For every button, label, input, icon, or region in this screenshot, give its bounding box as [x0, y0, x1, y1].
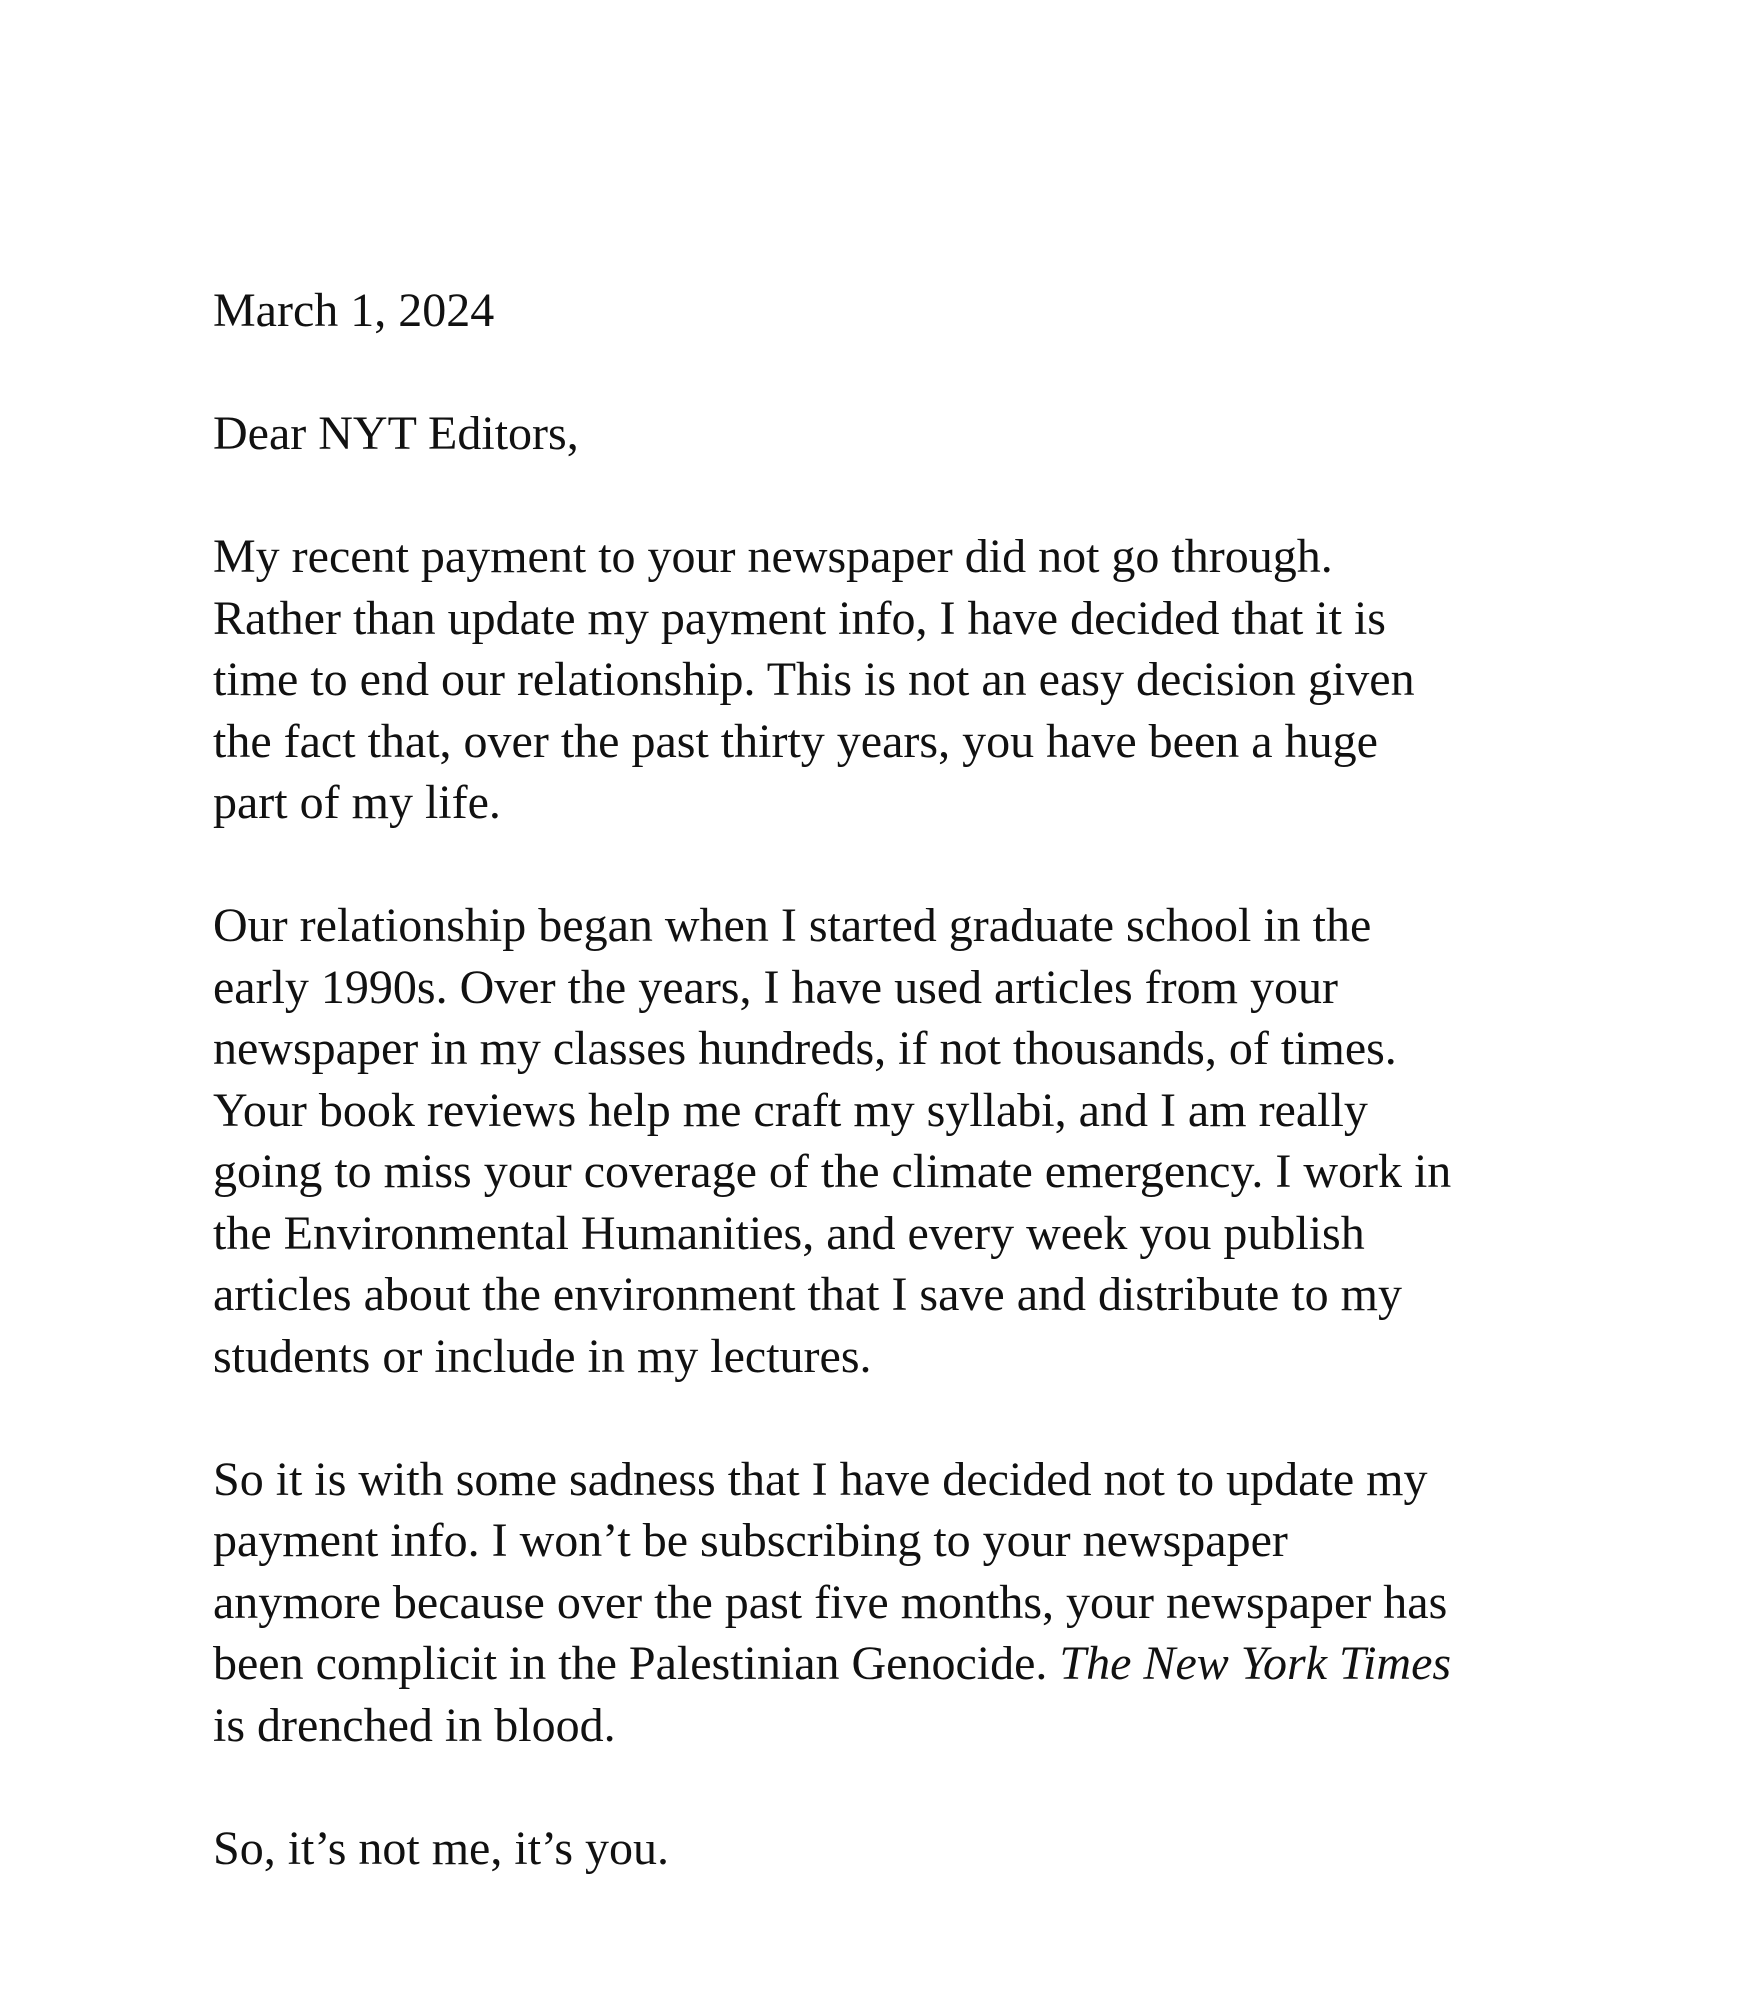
paragraph-1	[213, 526, 1633, 834]
paragraph-line: the fact that, over the past thirty years, you have been a huge	[213, 714, 1378, 768]
paragraph-2	[213, 895, 1633, 1387]
date-line: March 1, 2024	[213, 284, 495, 337]
paragraph-line: Your book reviews help me craft my syllabi, and I am really	[213, 1083, 1368, 1137]
salutation-line: Dear NYT Editors,	[213, 407, 579, 460]
letter-body	[213, 280, 1633, 1941]
paragraph-line: Rather than update my payment info, I have decided that it is	[213, 591, 1386, 645]
paragraph-line: early 1990s. Over the years, I have used articles from your	[213, 960, 1338, 1014]
paragraph-line: time to end our relationship. This is not an easy decision given	[213, 653, 1415, 706]
paragraph-line: going to miss your coverage of the climate emergency. I work in	[213, 1145, 1452, 1198]
paragraph-line: part of my life.	[213, 776, 501, 829]
newspaper-title: The New York Times	[1059, 1637, 1452, 1690]
paragraph-line: anymore because over the past five months, your newspaper has	[213, 1575, 1448, 1629]
paragraph-line: payment info. I won’t be subscribing to your newspaper	[213, 1514, 1288, 1567]
closing-line: So, it’s not me, it’s you.	[213, 1821, 670, 1875]
paragraph-line: Our relationship began when I started graduate school in the	[213, 899, 1372, 952]
paragraph-line	[213, 1633, 1633, 1695]
letter-closing	[213, 1818, 1633, 1880]
paragraph-text: been complicit in the Palestinian Genocide.	[213, 1637, 1060, 1690]
paragraph-line: the Environmental Humanities, and every week you publish	[213, 1206, 1365, 1260]
letter-salutation	[213, 403, 1633, 465]
paragraph-line: My recent payment to your newspaper did not go through.	[213, 530, 1333, 583]
paragraph-line: newspaper in my classes hundreds, if not thousands, of times.	[213, 1022, 1397, 1075]
letter-date	[213, 280, 1633, 342]
paragraph-line: students or include in my lectures.	[213, 1329, 872, 1383]
paragraph-line: So it is with some sadness that I have decided not to update my	[213, 1452, 1428, 1506]
paragraph-line: articles about the environment that I save and distribute to my	[213, 1268, 1403, 1321]
paragraph-3	[213, 1449, 1633, 1757]
paragraph-line: is drenched in blood.	[213, 1698, 616, 1752]
